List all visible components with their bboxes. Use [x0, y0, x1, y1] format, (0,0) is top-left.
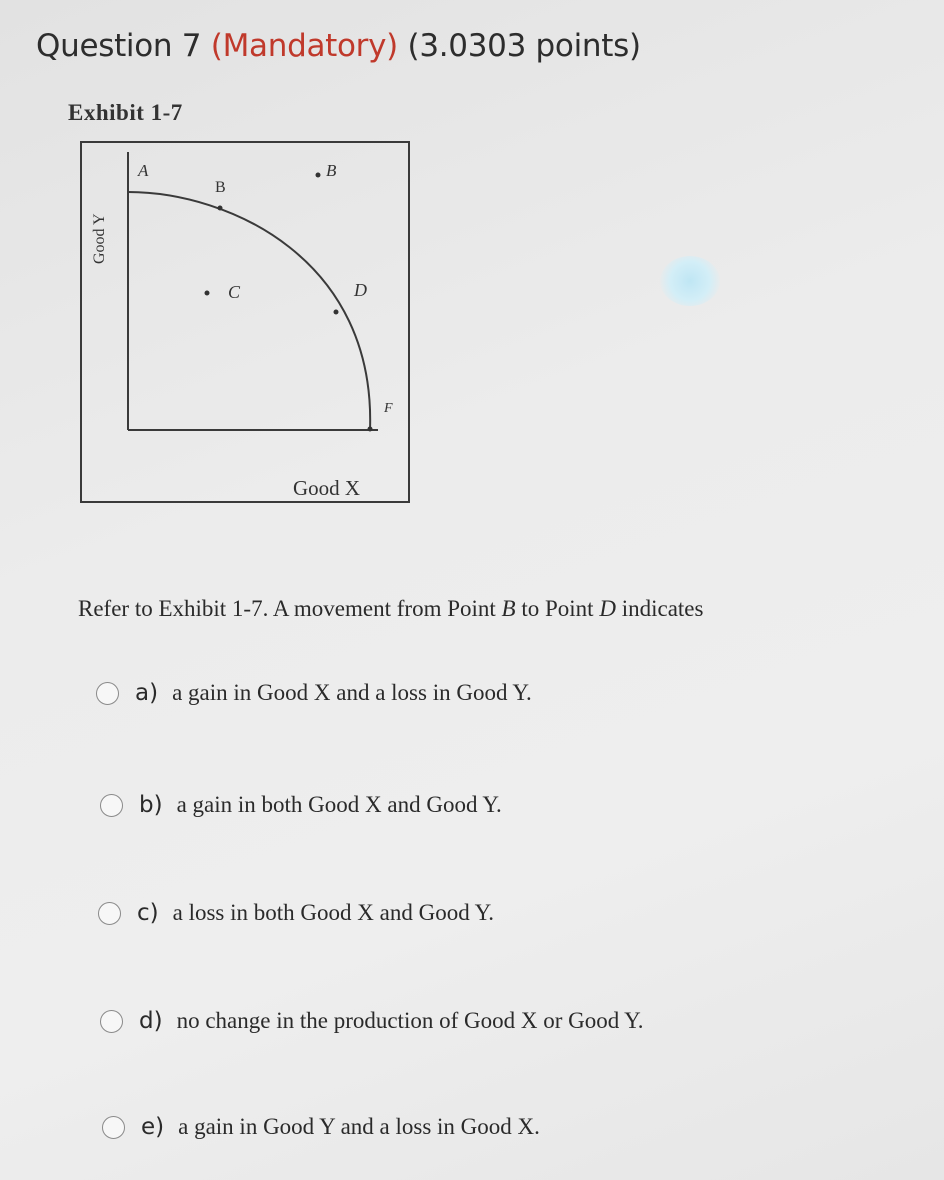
screen-glare: [660, 256, 720, 306]
option-letter: c): [137, 900, 159, 926]
point-b-label: B: [215, 179, 226, 196]
point-a-label: A: [138, 161, 149, 180]
ppf-diagram: [80, 140, 410, 504]
point-c-label: C: [228, 282, 241, 302]
radio-button-b[interactable]: [100, 794, 123, 817]
y-axis-label: Good Y: [91, 213, 108, 264]
prompt-text-after: indicates: [615, 596, 704, 621]
radio-button-d[interactable]: [100, 1010, 123, 1033]
radio-button-e[interactable]: [102, 1116, 125, 1139]
point-f-label: F: [384, 401, 393, 416]
option-text: a gain in Good Y and a loss in Good X.: [178, 1114, 540, 1139]
question-prompt: [78, 596, 703, 622]
point-b-dot: [218, 206, 223, 211]
figure-frame: [81, 142, 409, 502]
radio-button-a[interactable]: [96, 682, 119, 705]
prompt-point-from: B: [501, 596, 516, 621]
option-letter: b): [139, 792, 163, 818]
exhibit-figure: [80, 140, 410, 504]
point-d-label: D: [354, 280, 367, 300]
point-d-dot: [334, 310, 339, 315]
prompt-point-to: D: [599, 596, 616, 621]
point-b-outside-dot: [316, 173, 321, 178]
prompt-text-before: Refer to Exhibit 1-7. A movement from Point: [78, 596, 502, 621]
prompt-text-middle: to Point: [515, 596, 600, 621]
option-letter: d): [139, 1008, 163, 1034]
option-text: a gain in Good X and a loss in Good Y.: [172, 680, 532, 705]
answer-option-d[interactable]: [100, 1008, 644, 1034]
point-c-dot: [205, 291, 210, 296]
answer-option-a[interactable]: [96, 680, 532, 706]
point-b-outside-label: B: [326, 161, 337, 180]
option-letter: a): [135, 680, 159, 706]
points-label: (3.0303 points): [407, 28, 641, 64]
answer-option-c[interactable]: [98, 900, 494, 926]
answer-option-b[interactable]: [100, 792, 502, 818]
option-letter: e): [141, 1114, 165, 1140]
option-text: no change in the production of Good X or Good Y.: [176, 1008, 644, 1033]
exhibit-title: Exhibit 1-7: [68, 100, 183, 125]
x-axis-label: Good X: [293, 476, 361, 500]
radio-button-c[interactable]: [98, 902, 121, 925]
option-text: a gain in both Good X and Good Y.: [176, 792, 502, 817]
question-number: Question 7: [36, 28, 202, 64]
mandatory-label: (Mandatory): [210, 28, 398, 64]
answer-option-e[interactable]: [102, 1114, 540, 1140]
point-f-dot: [368, 427, 373, 432]
option-text: a loss in both Good X and Good Y.: [172, 900, 494, 925]
question-header: [36, 28, 641, 64]
